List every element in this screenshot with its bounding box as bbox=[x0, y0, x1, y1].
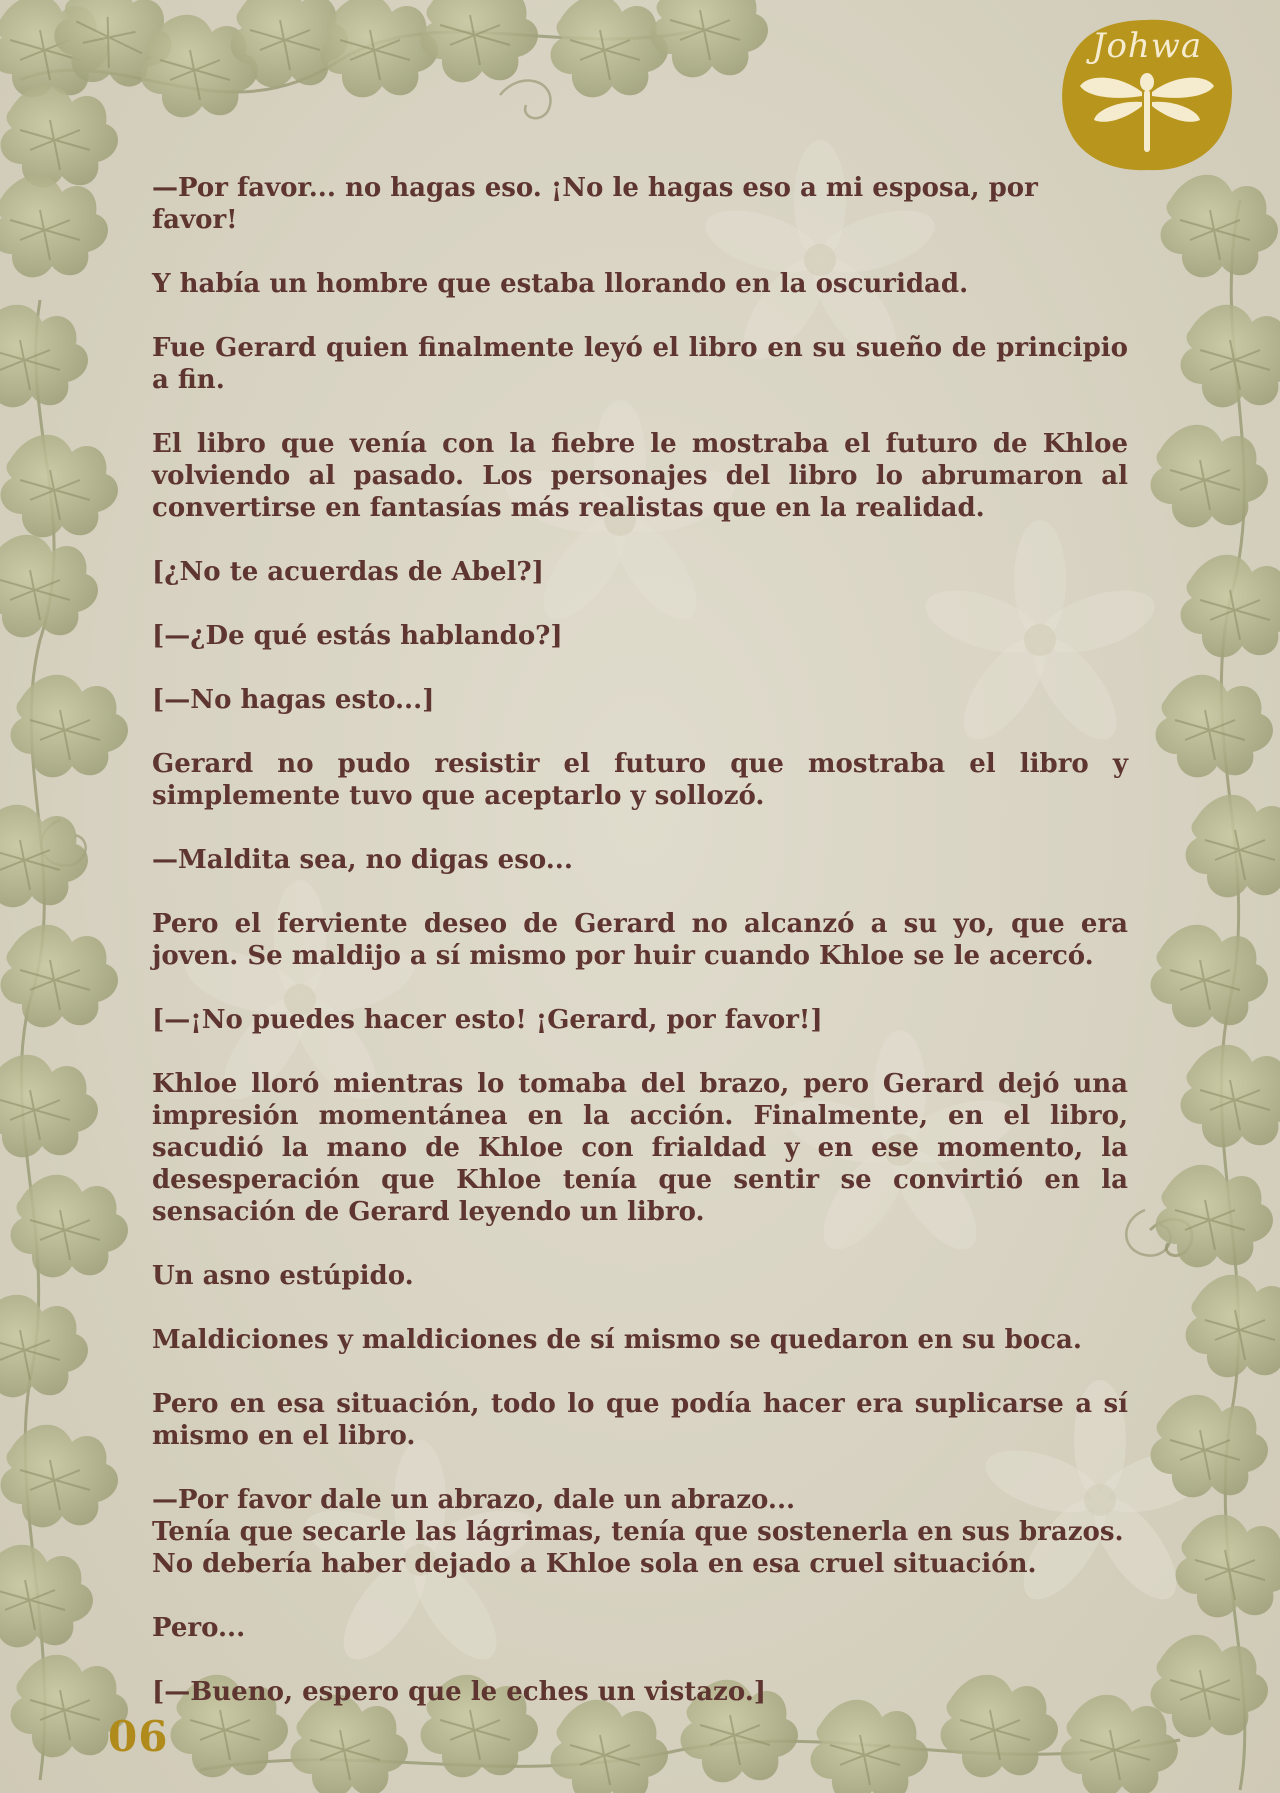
paragraph: Un asno estúpido. bbox=[152, 1261, 414, 1291]
johwa-logo bbox=[1058, 16, 1236, 174]
paragraph: —Por favor... no hagas eso. ¡No le hagas eso a mi esposa, por favor! bbox=[152, 173, 1038, 235]
paragraph: Y había un hombre que estaba llorando en la oscuridad. bbox=[152, 269, 969, 299]
multiline-paragraph bbox=[152, 1484, 1128, 1580]
paragraph-line: —Por favor dale un abrazo, dale un abrazo... bbox=[152, 1485, 796, 1515]
paragraph: Pero... bbox=[152, 1613, 246, 1643]
paragraph: [—No hagas esto...] bbox=[152, 685, 435, 715]
paragraph: Fue Gerard quien finalmente leyó el libro en su sueño de principio a fin. bbox=[152, 333, 1128, 395]
paragraph: Maldiciones y maldiciones de sí mismo se quedaron en su boca. bbox=[152, 1325, 1082, 1355]
paragraph: [¿No te acuerdas de Abel?] bbox=[152, 557, 544, 587]
paragraph: [—Bueno, espero que le eches un vistazo.] bbox=[152, 1677, 767, 1707]
paragraph-line: Tenía que secarle las lágrimas, tenía que sostenerla en sus brazos. bbox=[152, 1517, 1124, 1547]
paragraph: El libro que venía con la fiebre le mostraba el futuro de Khloe volviendo al pasado. Los personajes del libro lo abrumaron al convertirse en fantasías más realistas que en la realidad. bbox=[152, 429, 1128, 523]
paragraph-line: No debería haber dejado a Khloe sola en esa cruel situación. bbox=[152, 1549, 1037, 1579]
paragraph: Khloe lloró mientras lo tomaba del brazo, pero Gerard dejó una impresión momentánea en la acción. Finalmente, en el libro, sacudió la mano de Khloe con frialdad y en ese momento, la desesperación que Khloe tenía que sentir se convirtió en la sensación de Gerard leyendo un libro. bbox=[152, 1069, 1128, 1227]
paragraph: [—¡No puedes hacer esto! ¡Gerard, por favor!] bbox=[152, 1005, 823, 1035]
paragraph: Pero en esa situación, todo lo que podía hacer era suplicarse a sí mismo en el libro. bbox=[152, 1389, 1128, 1451]
logo-text: Johwa bbox=[1091, 26, 1203, 66]
story-text bbox=[152, 172, 1128, 1740]
paragraph: [—¿De qué estás hablando?] bbox=[152, 621, 563, 651]
paragraph: Gerard no pudo resistir el futuro que mostraba el libro y simplemente tuvo que aceptarlo y sollozó. bbox=[152, 749, 1128, 811]
page-number: 06 bbox=[108, 1712, 169, 1761]
paragraph: Pero el ferviente deseo de Gerard no alcanzó a su yo, que era joven. Se maldijo a sí mismo por huir cuando Khloe se le acercó. bbox=[152, 909, 1128, 971]
paragraph: —Maldita sea, no digas eso... bbox=[152, 845, 573, 875]
